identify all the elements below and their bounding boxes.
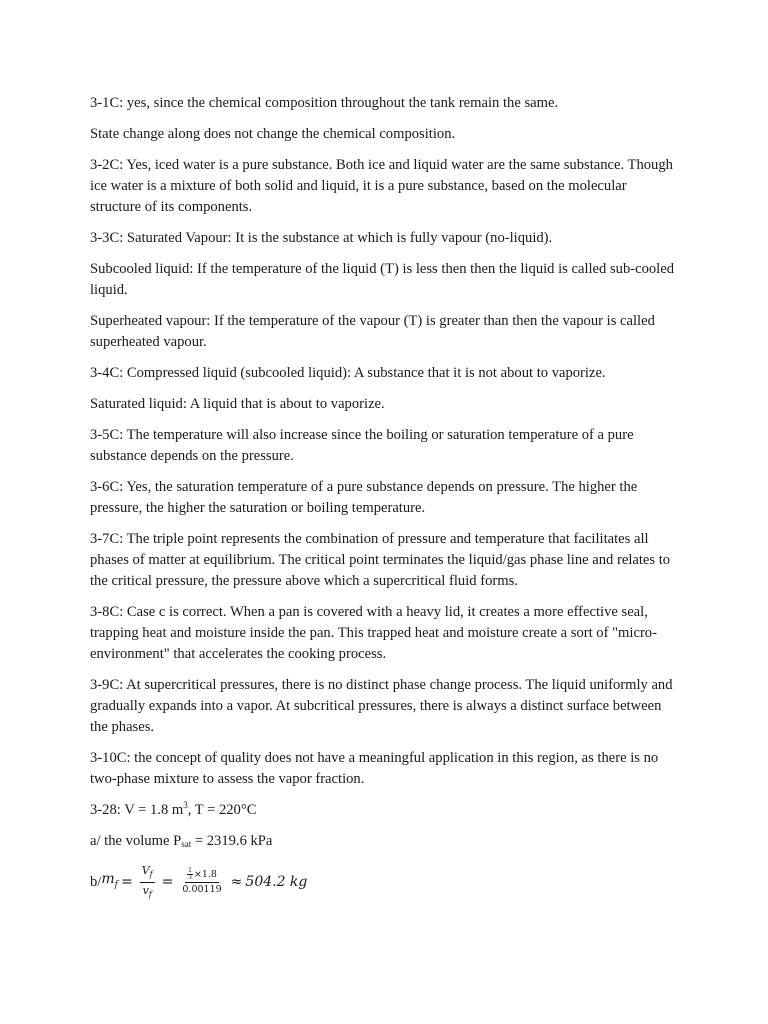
paragraph-3-8c: 3-8C: Case c is correct. When a pan is covered with a heavy lid, it creates a more effective seal, trapping heat and moisture inside the pan. This trapped heat and moisture create a sort of "micro-environment" that accelerates the cooking process. (90, 604, 657, 662)
paragraph-3-7c: 3-7C: The triple point represents the combination of pressure and temperature that facilitates all phases of matter at equilibrium. The critical point terminates the liquid/gas phase line and relates to the critical pressure, the pressure above which a supercritical fluid forms. (90, 531, 671, 589)
paragraph-superheated-vapour: Superheated vapour: If the temperature of the vapour (T) is greater than then the vapour is called superheated vapour. (90, 313, 655, 350)
paragraph-3-9c: 3-9C: At supercritical pressures, there is no distinct phase change process. The liquid uniformly and gradually expands into a vapor. At subcritical pressures, there is always a distinct surface between the phases. (90, 677, 673, 735)
part-a-prefix: a/ the volume P (90, 833, 182, 849)
part-a-suffix: = 2319.6 kPa (191, 833, 273, 849)
equals-sign-1: = (120, 873, 133, 890)
fraction-denominator: $v_f$ (142, 883, 152, 899)
paragraph-saturated-liquid: Saturated liquid: A liquid that is about to vaporize. (90, 396, 385, 412)
paragraph-3-2c: 3-2C: Yes, iced water is a pure substance. Both ice and liquid water are the same substance. Though ice water is a mixture of both solid and liquid, it is a pure substance, based on the molecular structure of its components. (90, 157, 673, 215)
paragraph-3-1c: 3-1C: yes, since the chemical composition throughout the tank remain the same. (90, 95, 559, 111)
part-b-equation (90, 862, 680, 902)
numeric-denominator: 0.00119 (182, 884, 222, 895)
fraction-numerator: $V_f$ (140, 864, 155, 883)
paragraph-3-6c: 3-6C: Yes, the saturation temperature of a pure substance depends on pressure. The higher the pressure, the higher the saturation or boiling temperature. (90, 479, 638, 516)
mass-result: 504.2 kg (245, 873, 308, 890)
volume-ratio-fraction (140, 864, 155, 901)
equals-sign-2: = (161, 873, 174, 890)
problem-3-28-suffix: , T = 220°C (187, 802, 257, 818)
document-body (90, 93, 680, 902)
problem-3-28-prefix: 3-28: V = 1.8 m (90, 802, 184, 818)
part-b-label: b/ (90, 873, 102, 890)
part-a-line (90, 831, 680, 852)
mass-equation (101, 864, 307, 901)
part-a-subscript: sat (181, 839, 192, 849)
paragraph-3-5c: 3-5C: The temperature will also increase since the boiling or saturation temperature of a pure substance depends on the pressure. (90, 427, 634, 464)
paragraph-3-4c: 3-4C: Compressed liquid (subcooled liquid): A substance that it is not about to vaporize. (90, 365, 606, 381)
mass-symbol: $m_f$ (101, 870, 118, 890)
approx-sign: ≈ (230, 873, 243, 890)
paragraph-3-10c: 3-10C: the concept of quality does not have a meaningful application in this region, as there is no two-phase mixture to assess the vapor fraction. (90, 750, 659, 787)
numeric-fraction (180, 868, 223, 896)
problem-3-28-given (90, 800, 680, 821)
paragraph-subcooled-liquid: Subcooled liquid: If the temperature of the liquid (T) is less then then the liquid is called sub-cooled liquid. (90, 261, 675, 298)
volume-exponent: 3 (183, 800, 188, 810)
paragraph-state-change: State change along does not change the chemical composition. (90, 126, 456, 142)
numeric-numerator: $\frac{1}{3}$ ×1.8 (185, 868, 219, 883)
paragraph-3-3c: 3-3C: Saturated Vapour: It is the substance at which is fully vapour (no-liquid). (90, 230, 553, 246)
one-third-fraction: $\frac{1}{3}$ (188, 867, 192, 881)
